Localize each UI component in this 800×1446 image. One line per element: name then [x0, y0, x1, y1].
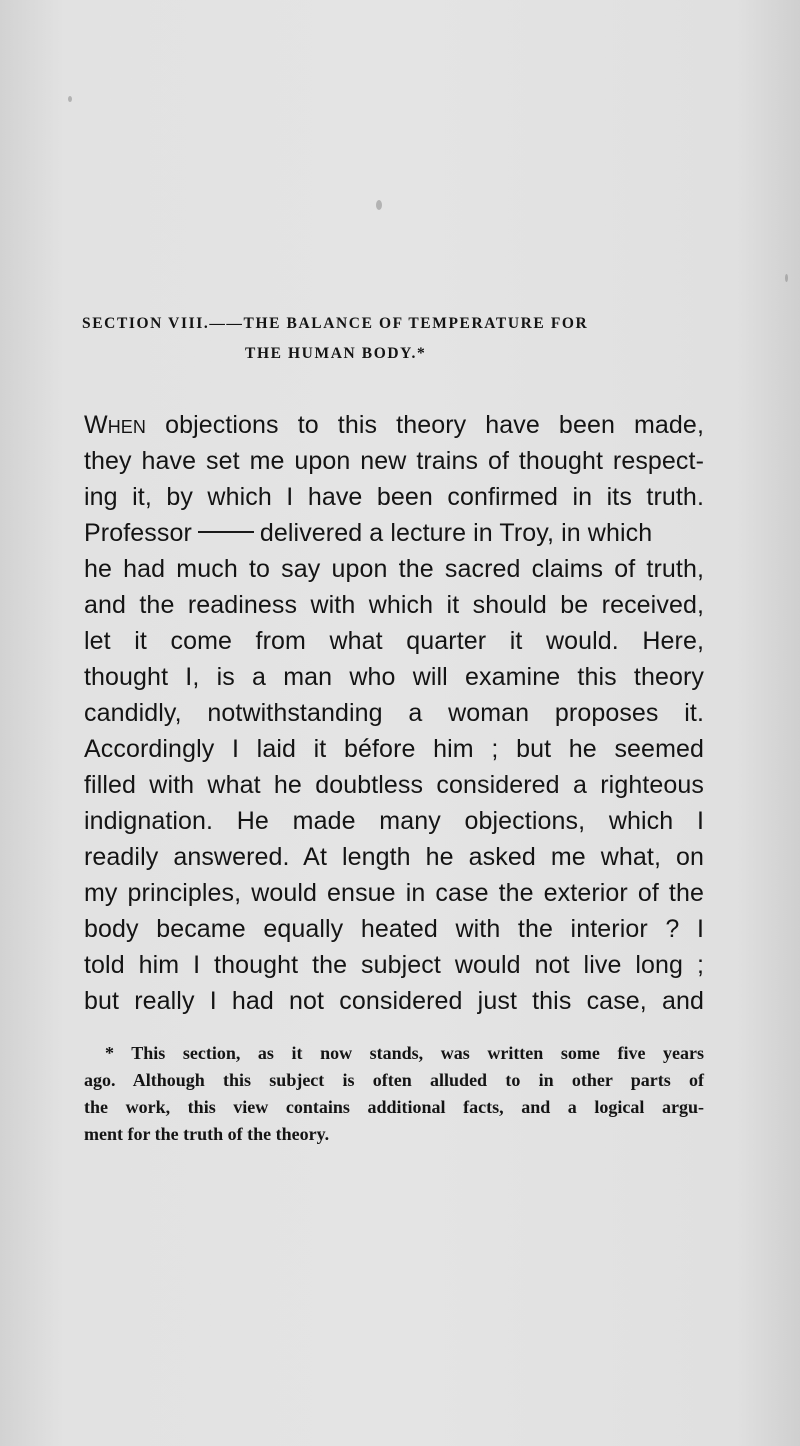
body-line-15: body became equally heated with the interior ? I: [84, 915, 704, 943]
footnote-line-2: ago. Although this subject is often alluded to in other parts of: [84, 1070, 704, 1090]
body-line-10: Accordingly I laid it béfore him ; but he seemed: [84, 735, 704, 763]
body-line-6: and the readiness with which it should be received,: [84, 591, 704, 619]
name-omitted-dash: [198, 531, 254, 533]
scan-speck: [376, 200, 382, 210]
body-line-13: readily answered. At length he asked me what, on: [84, 843, 704, 871]
section-heading-line-1: SECTION VIII.——THE BALANCE OF TEMPERATURE FOR: [82, 315, 589, 332]
first-word: When: [84, 411, 147, 439]
body-line-7: let it come from what quarter it would. Here,: [84, 627, 704, 655]
scan-speck: [785, 274, 788, 282]
body-line-8: thought I, is a man who will examine this theory: [84, 663, 704, 691]
section-heading-line-2: THE HUMAN BODY.*: [245, 345, 427, 362]
body-line-4: [84, 518, 704, 548]
body-line-17: but really I had not considered just this case, and: [84, 987, 704, 1015]
body-line-14: my principles, would ensue in case the exterior of the: [84, 879, 704, 907]
body-line-9: candidly, notwithstanding a woman proposes it.: [84, 699, 704, 727]
scan-speck: [68, 96, 72, 102]
body-line-3: ing it, by which I have been confirmed in its truth.: [84, 483, 704, 511]
footnote-line-3: the work, this view contains additional facts, and a logical argu-: [84, 1097, 704, 1117]
footnote-line-1: * This section, as it now stands, was written some five years: [105, 1043, 704, 1063]
body-line-16: told him I thought the subject would not live long ;: [84, 951, 704, 979]
body-line-4-rest: delivered a lecture in Troy, in which: [259, 519, 653, 547]
body-line-5: he had much to say upon the sacred claims of truth,: [84, 555, 704, 583]
body-line-12: indignation. He made many objections, which I: [84, 807, 704, 835]
body-line-2: they have set me upon new trains of thought respect-: [84, 447, 704, 475]
body-line-1-text: objections to this theory have been made,: [146, 411, 704, 439]
professor-word: Professor: [84, 519, 192, 547]
body-line-11: filled with what he doubtless considered a righteous: [84, 771, 704, 799]
body-line-1: [84, 410, 704, 440]
footnote-line-4: ment for the truth of the theory.: [84, 1124, 330, 1144]
